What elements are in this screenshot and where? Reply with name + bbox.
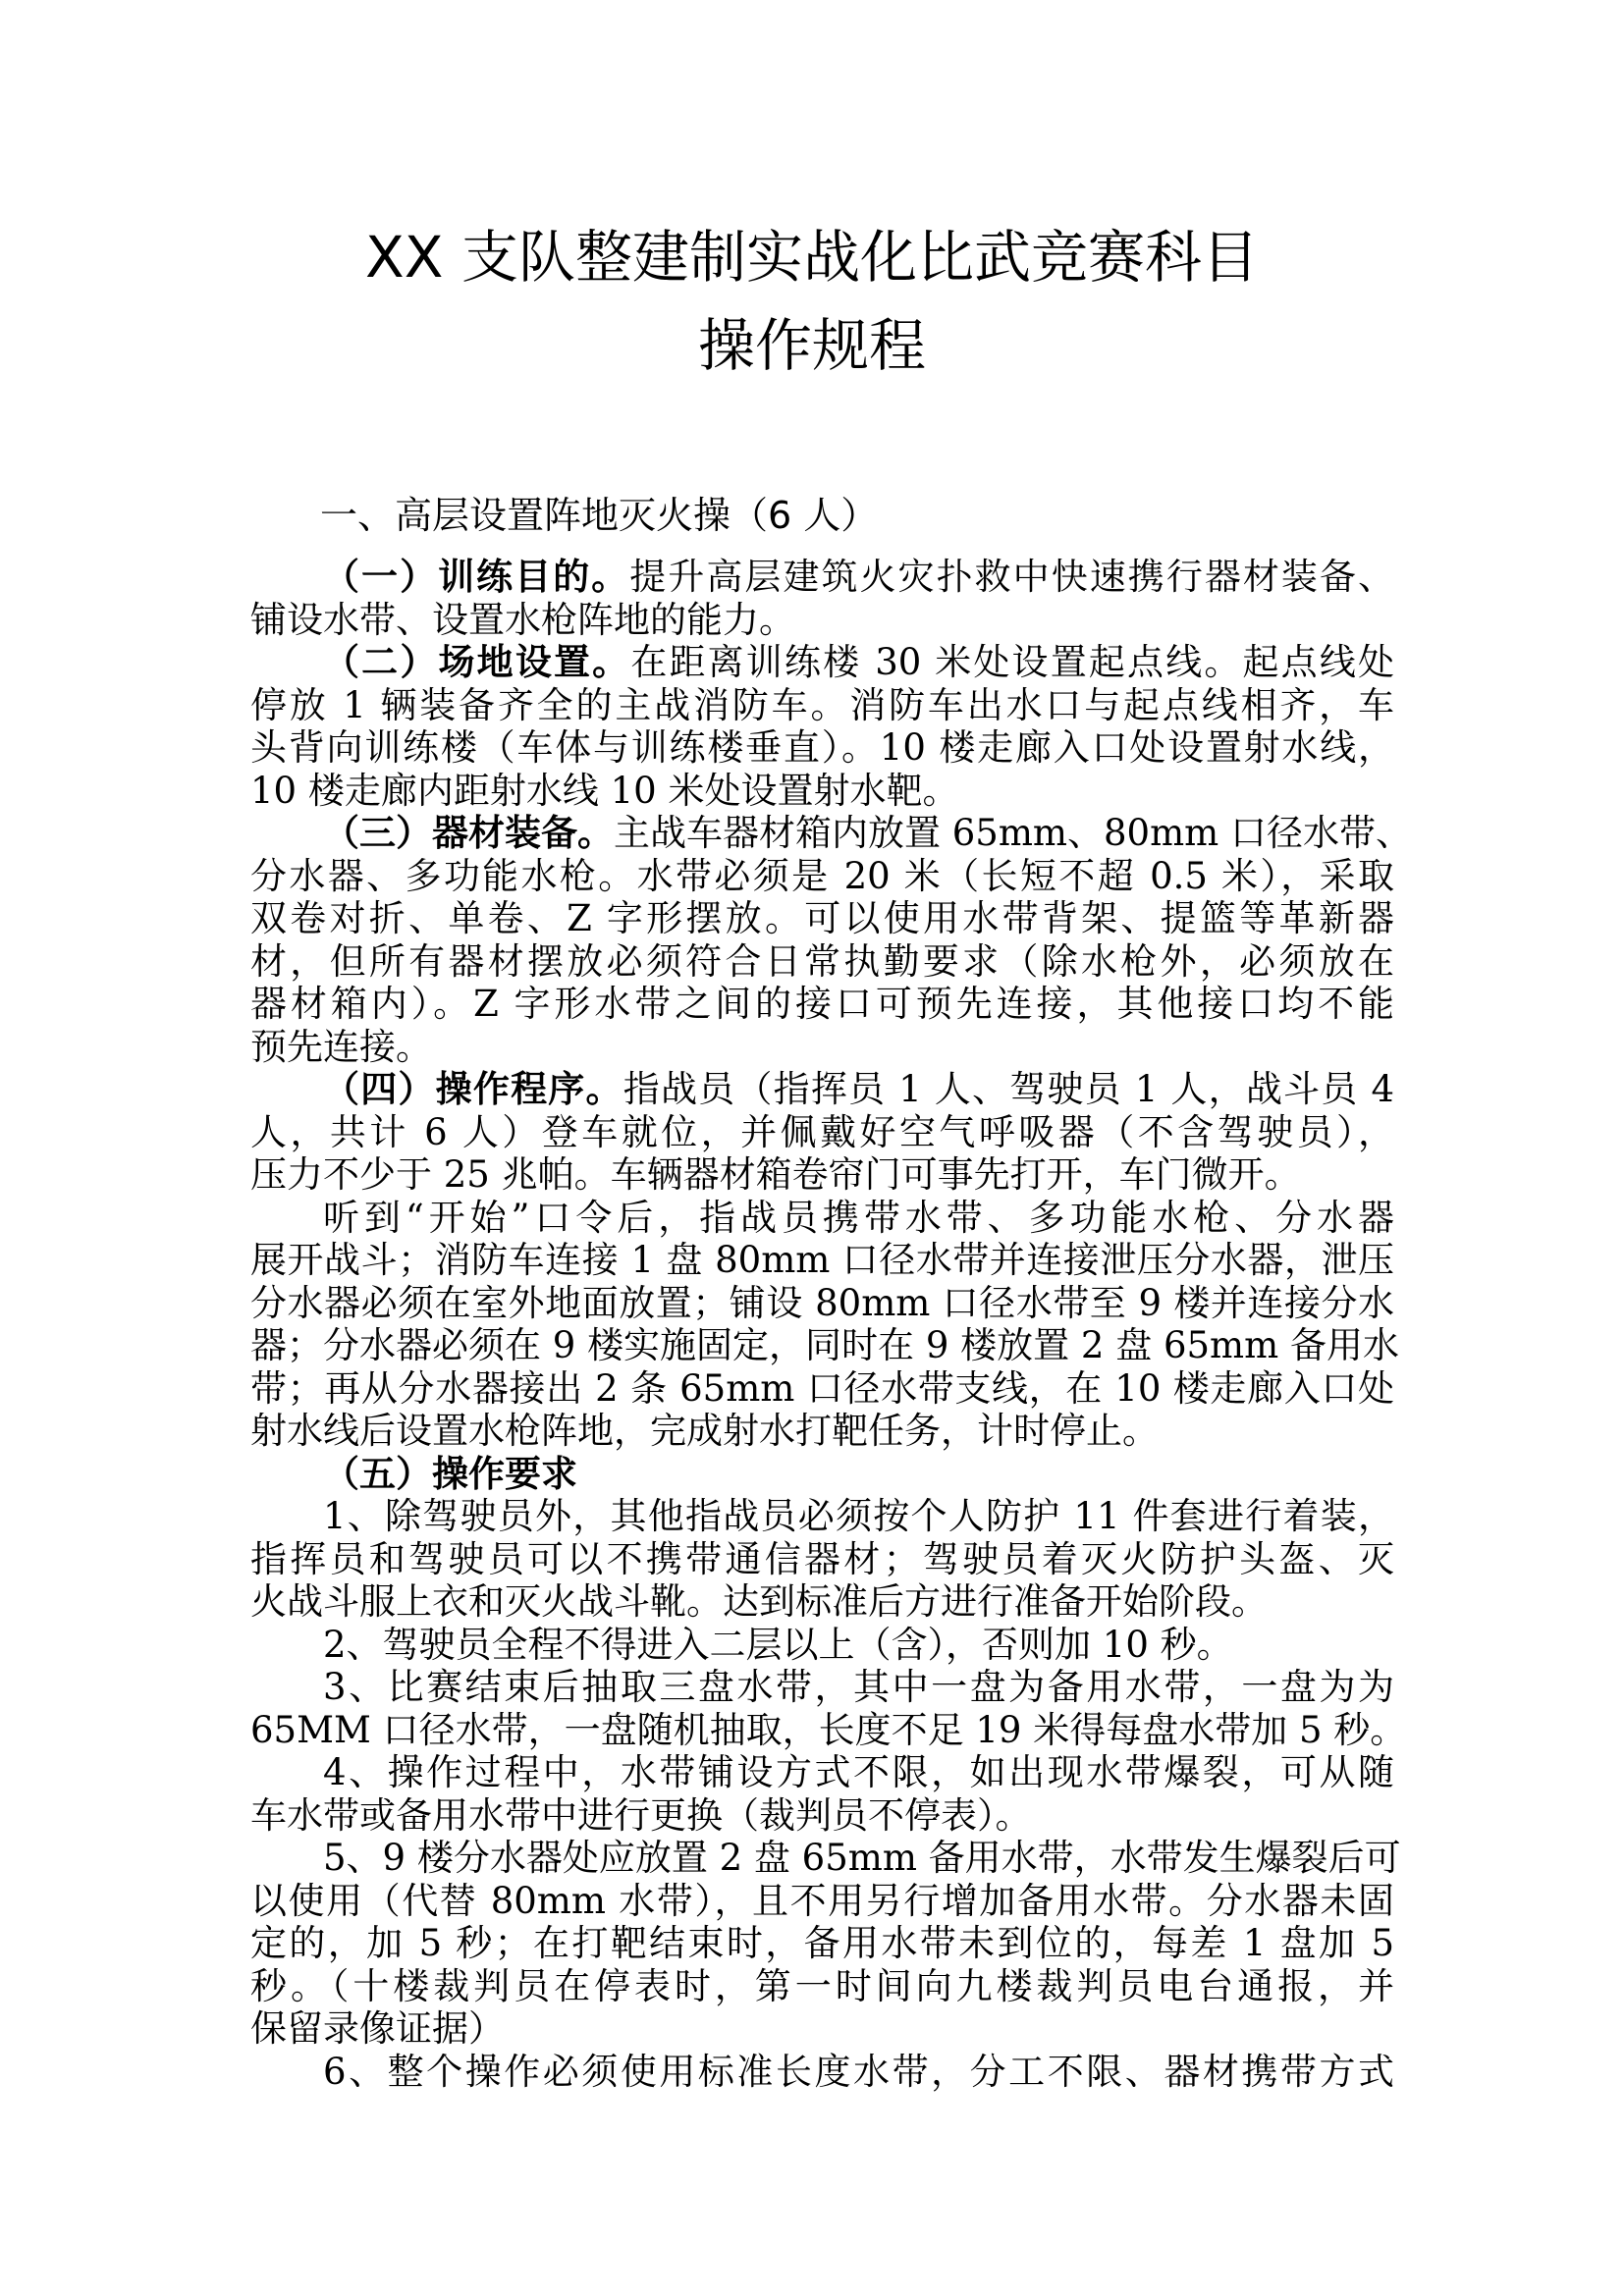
document-title-line-2: 操作规程 [697, 312, 926, 379]
paragraph-label: （三）器材装备。 [323, 811, 614, 854]
paragraph-line: 展开战斗；消防车连接 1 盘 80mm 口径水带并连接泄压分水器，泄压 [250, 1239, 1394, 1281]
paragraph-line [250, 641, 1394, 684]
paragraph-line: 定的，加 5 秒；在打靶结束时，备用水带未到位的，每差 1 盘加 5 [250, 1922, 1394, 1964]
paragraph-line: 器材箱内）。Z 字形水带之间的接口可预先连接，其他接口均不能 [250, 983, 1394, 1025]
paragraph-line [250, 1068, 1394, 1111]
paragraph-site-setup [250, 641, 1394, 812]
paragraph-line: 车水带或备用水带中进行更换（裁判员不停表）。 [250, 1793, 1032, 1837]
paragraph-procedure [250, 1068, 1394, 1197]
requirement-item-1 [250, 1495, 1394, 1624]
paragraph-line: 头背向训练楼（车体与训练楼垂直）。10 楼走廊入口处设置射水线， [250, 726, 1394, 769]
paragraph-line: 秒。（十楼裁判员在停表时，第一时间向九楼裁判员电台通报，并 [250, 1964, 1394, 2007]
paragraph-label: （一）训练目的。 [323, 555, 630, 598]
paragraph-line: 带；再从分水器接出 2 条 65mm 口径水带支线，在 10 楼走廊入口处 [250, 1366, 1394, 1410]
paragraph-line [250, 1453, 1394, 1496]
paragraph-line: 火战斗服上衣和灭火战斗靴。达到标准后方进行准备开始阶段。 [250, 1580, 1268, 1623]
paragraph-line [250, 811, 1413, 855]
paragraph-label: （五）操作要求 [323, 1451, 577, 1495]
paragraph-line: 分水器、多功能水枪。水带必须是 20 米（长短不超 0.5 米），采取 [250, 854, 1394, 897]
paragraph-line: 指挥员和驾驶员可以不携带通信器材；驾驶员着灭火防护头盔、灭 [250, 1537, 1394, 1580]
requirement-item-5 [250, 1837, 1401, 2051]
requirement-item-3 [250, 1666, 1407, 1751]
paragraph-line: 听到“开始”口令后，指战员携带水带、多功能水枪、分水器 [323, 1196, 1394, 1239]
paragraph-requirements-heading [250, 1453, 1394, 1496]
paragraph-line: 65MM 口径水带，一盘随机抽取，长度不足 19 米得每盘水带加 5 秒。 [250, 1708, 1407, 1751]
paragraph-line: 2、驾驶员全程不得进入二层以上（含），否则加 10 秒。 [323, 1623, 1233, 1666]
paragraph-training-purpose [250, 556, 1394, 641]
paragraph-line: 压力不少于 25 兆帕。车辆器材箱卷帘门可事先打开，车门微开。 [250, 1153, 1301, 1196]
paragraph-start-command [250, 1196, 1399, 1453]
paragraph-line: 1、除驾驶员外，其他指战员必须按个人防护 11 件套进行着装， [323, 1495, 1394, 1537]
paragraph-text: 指战员（指挥员 1 人、驾驶员 1 人，战斗员 4 [623, 1068, 1394, 1110]
paragraph-line: 分水器必须在室外地面放置；铺设 80mm 口径水带至 9 楼并连接分水 [250, 1281, 1394, 1324]
paragraph-line: 射水线后设置水枪阵地，完成射水打靶任务，计时停止。 [250, 1410, 1159, 1452]
paragraph-line: 4、操作过程中，水带铺设方式不限，如出现水带爆裂，可从随 [323, 1751, 1394, 1793]
document-body [250, 555, 1413, 2093]
paragraph-line: 材，但所有器材摆放必须符合日常执勤要求（除水枪外，必须放在 [250, 939, 1394, 983]
paragraph-label: （二）场地设置。 [323, 640, 631, 683]
requirement-item-2 [250, 1624, 1394, 1667]
paragraph-line: 3、比赛结束后抽取三盘水带，其中一盘为备用水带，一盘为为 [323, 1666, 1394, 1708]
paragraph-text: 主战车器材箱内放置 65mm、80mm 口径水带、 [614, 812, 1413, 854]
paragraph-equipment [250, 811, 1413, 1068]
paragraph-text: 提升高层建筑火灾扑救中快速携行器材装备、 [629, 556, 1394, 598]
paragraph-line: 停放 1 辆装备齐全的主战消防车。消防车出水口与起点线相齐，车 [250, 683, 1394, 726]
paragraph-label: （四）操作程序。 [323, 1067, 623, 1110]
paragraph-line: 器；分水器必须在 9 楼实施固定，同时在 9 楼放置 2 盘 65mm 备用水 [250, 1324, 1399, 1366]
paragraph-line [250, 556, 1394, 599]
paragraph-text: 在距离训练楼 30 米处设置起点线。起点线处 [630, 641, 1395, 683]
paragraph-line: 10 楼走廊内距射水线 10 米处设置射水靶。 [250, 769, 959, 812]
document-title-line-1: XX 支队整建制实战化比武竞赛科目 [365, 224, 1259, 291]
requirement-item-4 [250, 1751, 1394, 1837]
paragraph-line: 保留录像证据） [250, 2007, 505, 2050]
paragraph-line: 铺设水带、设置水枪阵地的能力。 [250, 598, 795, 641]
paragraph-line: 预先连接。 [250, 1025, 432, 1068]
paragraph-line: 6、整个操作必须使用标准长度水带，分工不限、器材携带方式 [323, 2050, 1394, 2093]
paragraph-line: 以使用（代替 80mm 水带），且不用另行增加备用水带。分水器未固 [250, 1879, 1394, 1922]
requirement-item-6 [250, 2051, 1394, 2094]
paragraph-line: 双卷对折、单卷、Z 字形摆放。可以使用水带背架、提篮等革新器 [250, 897, 1394, 939]
paragraph-line: 5、9 楼分水器处应放置 2 盘 65mm 备用水带，水带发生爆裂后可 [323, 1837, 1401, 1879]
paragraph-line: 人，共计 6 人）登车就位，并佩戴好空气呼吸器（不含驾驶员）， [250, 1110, 1394, 1153]
section-heading: 一、高层设置阵地灭火操（6 人） [320, 494, 879, 537]
